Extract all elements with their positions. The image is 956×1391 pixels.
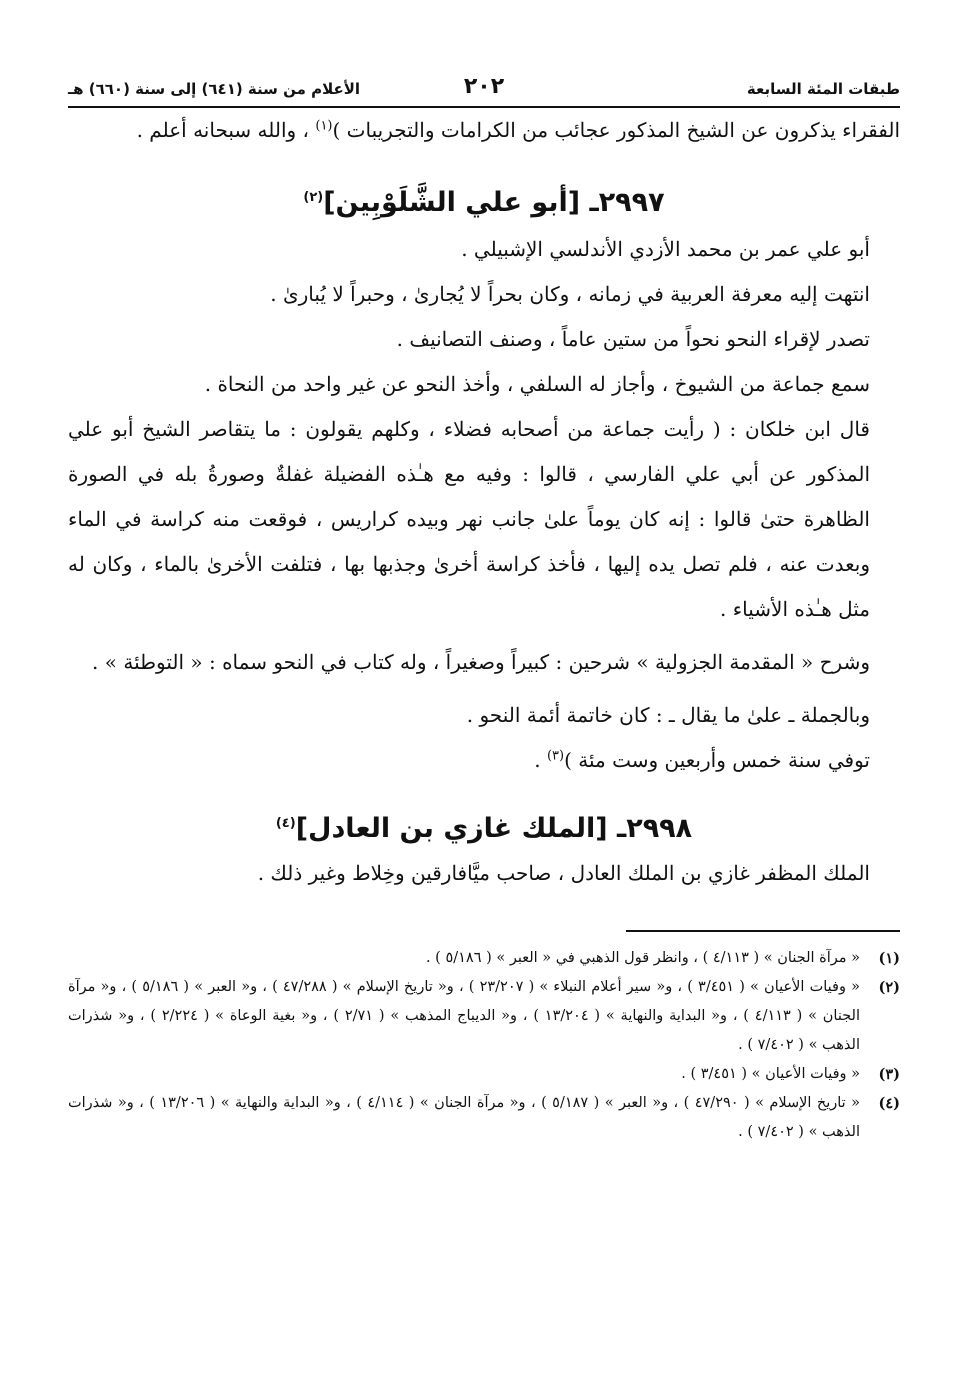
intro-text: الفقراء يذكرون عن الشيخ المذكور عجائب من الكرامات والتجريبات ) [332,118,900,142]
footnote [68,973,900,1060]
footnote [68,1089,900,1147]
main-text [68,108,900,896]
footnote-ref-1[interactable]: (١) [315,118,333,134]
footnote-number: (٤) [878,1095,900,1112]
page-number: ٢٠٢ [463,74,505,99]
footnote [68,1060,900,1089]
paragraph-jazuliyya: وشرح « المقدمة الجزولية » شرحين : كبيراً وصغيراً ، وله كتاب في النحو سماه : « التوطئة » . [92,650,870,674]
running-head-section: طبقات المئة السابعة [746,80,900,98]
footnote-number: (١) [878,950,900,967]
paragraph: سمع جماعة من الشيوخ ، وأجاز له السلفي ، وأخذ النحو عن غير واحد من النحاة . [204,372,870,396]
paragraph: وبالجملة ـ علىٰ ما يقال ـ : كان خاتمة أئمة النحو . [466,703,870,727]
page [68,72,900,1147]
footnote-text: « مرآة الجنان » ( ٤/١١٣ ) ، وانظر قول الذهبي في « العبر » ( ٥/١٨٦ ) . [425,950,860,966]
intro-after: ، والله سبحانه أعلم . [136,118,316,142]
running-head-years: الأعلام من سنة (٦٤١) إلى سنة (٦٦٠) هـ [68,80,361,98]
death-text: توفي سنة خمس وأربعين وست مئة ) [564,748,870,772]
entry-heading-2997 [68,181,900,225]
paragraph: الملك المظفر غازي بن الملك العادل ، صاحب ميَّافارقين وخِلاط وغير ذلك . [257,861,870,885]
death-paragraph [68,738,900,783]
footnote-ref-3[interactable]: (٣) [546,748,565,764]
footnote-text: « تاريخ الإسلام » ( ٤٧/٢٩٠ ) ، و« العبر » ( ٥/١٨٧ ) ، و« مرآة الجنان » ( ٤/١١٤ ) ، و« البداية والنهاية » ( ١٣/٢٠٦ ) ، و« شذرات الذهب » ( ٧/٤٠٢ ) . [68,1095,861,1140]
running-head [68,72,900,108]
footnote-divider [626,930,900,932]
paragraph: تصدر لإقراء النحو نحواً من ستين عاماً ، وصنف التصانيف . [396,327,870,351]
paragraph: انتهت إليه معرفة العربية في زمانه ، وكان بحراً لا يُجارىٰ ، وحبراً لا يُبارىٰ . [270,282,870,306]
intro-paragraph [68,108,900,153]
entry-title-2998: ٢٩٩٨ـ [الملك غازي بن العادل] [295,813,693,844]
footnote-text: « وفيات الأعيان » ( ٣/٤٥١ ) . [681,1066,860,1082]
footnote-number: (٣) [878,1066,900,1083]
footnotes [68,944,900,1147]
entry-heading-2998 [68,807,900,851]
footnote-text: « وفيات الأعيان » ( ٣/٤٥١ ) ، و« سير أعلام النبلاء » ( ٢٣/٢٠٧ ) ، و« تاريخ الإسلام » ( ٤٧/٢٨٨ ) ، و« العبر » ( ٥/١٨٦ ) ، و« مرآة الجنان » ( ٤/١١٣ ) ، و« البداية والنهاية » ( ١٣/٢٠٤ ) ، و« الديباج المذهب » ( ٢/٧١ ) ، و« بغية الوعاة » ( ٢/٢٢٤ ) ، و« شذرات الذهب » ( ٧/٤٠٢ ) . [68,979,861,1053]
footnote [68,944,900,973]
footnote-ref-4[interactable]: (٤) [275,816,296,831]
footnote-ref-2[interactable]: (٢) [303,190,324,205]
paragraph: أبو علي عمر بن محمد الأزدي الأندلسي الإشبيلي . [461,237,870,261]
entry-title-2997: ٢٩٩٧ـ [أبو علي الشَّلَوْبِين] [323,187,665,218]
death-after: . [534,748,547,772]
paragraph-ibn-khallikan: قال ابن خلكان : ( رأيت جماعة من أصحابه فضلاء ، وكلهم يقولون : ما يتقاصر الشيخ أبو علي المذكور عن أبي علي الفارسي ، قالوا : وفيه مع هـٰذه الفضيلة غفلةٌ وصورةُ بله في الصورة الظاهرة حتىٰ قالوا : إنه كان يوماً علىٰ جانب نهر وبيده كراريس ، فوقعت منه كراسة في الماء وبعدت عنه ، فلم تصل يده إليها ، فأخذ كراسة أخرىٰ وجذبها بها ، فتلفت الأخرىٰ بالماء ، وكان له مثل هـٰذه الأشياء . [68,417,870,621]
footnote-number: (٢) [878,979,900,996]
